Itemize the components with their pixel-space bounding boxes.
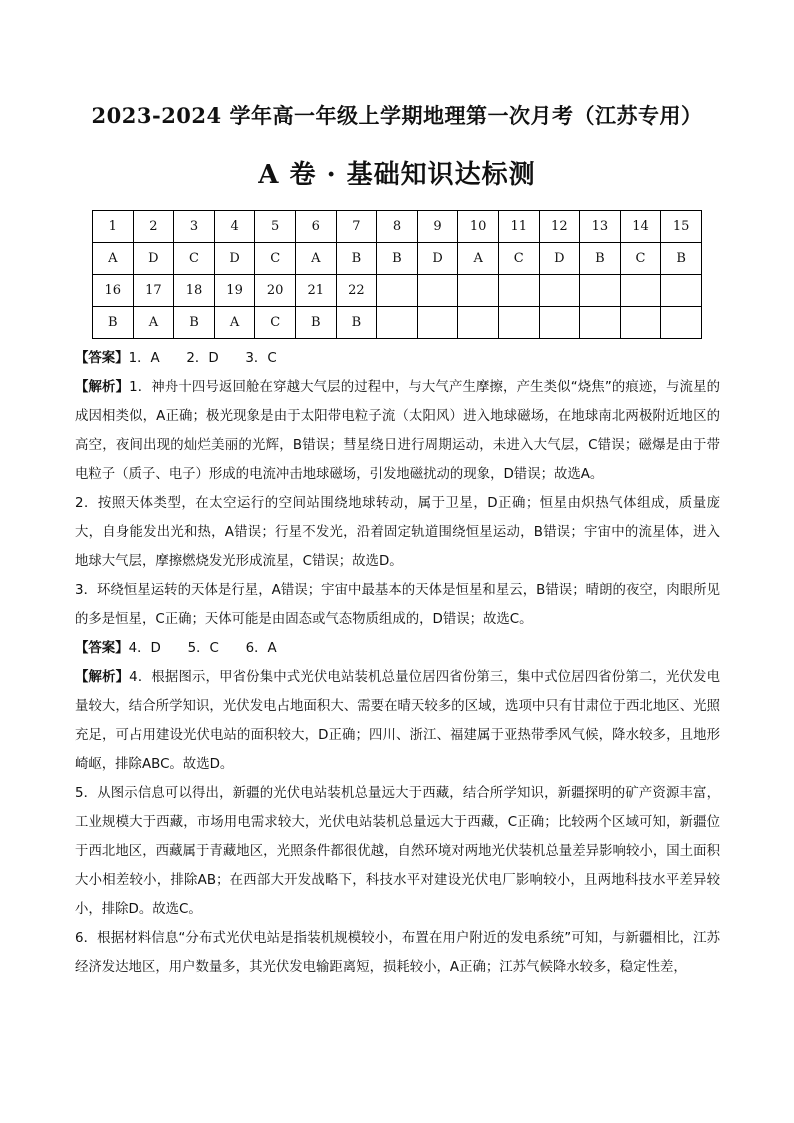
answer-table-cell: C: [498, 243, 539, 275]
answer-table-cell: D: [417, 243, 458, 275]
answer-line-4-6: 【答案】4．D 5．C 6．A: [75, 641, 277, 656]
answer-table-cell: [458, 275, 499, 307]
answer-table-cell: A: [133, 307, 174, 339]
answer-table-cell: 15: [661, 211, 702, 243]
answer-table-cell: A: [295, 243, 336, 275]
answer-table-cell: 4: [214, 211, 255, 243]
answer-table-cell: [377, 275, 418, 307]
answer-table-cell: B: [295, 307, 336, 339]
answer-table-cell: [539, 275, 580, 307]
answer-table-cell: 8: [377, 211, 418, 243]
answer-table-cell: A: [458, 243, 499, 275]
answer-table-cell: C: [174, 243, 215, 275]
answer-table-cell: 20: [255, 275, 296, 307]
answer-table-cell: A: [214, 307, 255, 339]
answer-table-cell: D: [133, 243, 174, 275]
answer-table-cell: 10: [458, 211, 499, 243]
answer-table-cell: B: [580, 243, 621, 275]
answer-table-cell: B: [661, 243, 702, 275]
answer-table-cell: [498, 275, 539, 307]
page-subtitle: A 卷 · 基础知识达标测: [258, 160, 536, 190]
answer-table-cell: C: [620, 243, 661, 275]
answer-table-cell: B: [377, 243, 418, 275]
answer-table-cell: [498, 307, 539, 339]
answer-table-cell: 22: [336, 275, 377, 307]
answer-table: [92, 210, 702, 339]
answer-table-cell: [377, 307, 418, 339]
answer-table-row: [93, 307, 702, 339]
answer-table-cell: B: [336, 243, 377, 275]
answer-table-cell: C: [255, 307, 296, 339]
answer-table-cell: B: [336, 307, 377, 339]
answer-table-cell: 9: [417, 211, 458, 243]
answer-table-cell: 5: [255, 211, 296, 243]
answer-table-cell: [458, 307, 499, 339]
answer-table-cell: 19: [214, 275, 255, 307]
answer-table-row: [93, 211, 702, 243]
answer-table-row: [93, 275, 702, 307]
answer-table-cell: A: [93, 243, 134, 275]
answer-table-cell: [417, 275, 458, 307]
answer-table-cell: 11: [498, 211, 539, 243]
answer-table-cell: 6: [295, 211, 336, 243]
answer-table-cell: 3: [174, 211, 215, 243]
answer-table-cell: [539, 307, 580, 339]
answer-table-row: [93, 243, 702, 275]
answer-table-cell: [620, 275, 661, 307]
analysis-paragraph-5: 5．从图示信息可以得出，新疆的光伏电站装机总量远大于西藏，结合所学知识，新疆探明的矿产资源丰富，工业规模大于西藏，市场用电需求较大，光伏电站装机总量远大于西藏，C正确；比较两个区域可知，新疆位于西北地区，西藏属于青藏地区，光照条件都很优越，自然环境对两地光伏装机总量差异影响较小，国土面积大小相差较小，排除AB；在西部大开发战略下，科技水平对建设光伏电厂影响较小，且两地科技水平差异较小，排除D。故选C。: [75, 786, 720, 917]
answer-table-cell: [661, 275, 702, 307]
analysis-paragraph-6: 6．根据材料信息“分布式光伏电站是指装机规模较小，布置在用户附近的发电系统”可知，与新疆相比，江苏经济发达地区，用户数量多，其光伏发电输距离短，损耗较小，A正确；江苏气候降水较多，稳定性差，: [75, 931, 720, 975]
answer-table-cell: 1: [93, 211, 134, 243]
answer-table-cell: 14: [620, 211, 661, 243]
answer-table-cell: 7: [336, 211, 377, 243]
answer-table-cell: [620, 307, 661, 339]
answer-table-cell: D: [539, 243, 580, 275]
answer-table-cell: B: [174, 307, 215, 339]
answer-table-cell: [580, 275, 621, 307]
answer-table-cell: D: [214, 243, 255, 275]
answer-table-cell: 17: [133, 275, 174, 307]
page-title: 2023-2024 学年高一年级上学期地理第一次月考（江苏专用）: [91, 103, 703, 128]
answer-table-cell: [661, 307, 702, 339]
answer-line-1-3: 【答案】1．A 2．D 3．C: [75, 351, 277, 366]
analysis-paragraph-4: 【解析】4．根据图示，甲省份集中式光伏电站装机总量位居四省份第三，集中式位居四省份第二，光伏发电量较大，结合所学知识，光伏发电占地面积大、需要在晴天较多的区域，选项中只有甘肃位于西北地区、光照充足，可占用建设光伏电站的面积较大，D正确；四川、浙江、福建属于亚热带季风气候，降水较多，且地形崎岖，排除ABC。故选D。: [75, 670, 720, 772]
analysis-paragraph-2: 2．按照天体类型，在太空运行的空间站围绕地球转动，属于卫星，D正确；恒星由炽热气体组成，质量庞大，自身能发出光和热，A错误；行星不发光，沿着固定轨道围绕恒星运动，B错误；宇宙中的流星体，进入地球大气层，摩擦燃烧发光形成流星，C错误；故选D。: [75, 496, 720, 569]
answer-table-cell: B: [93, 307, 134, 339]
analysis-paragraph-3: 3．环绕恒星运转的天体是行星，A错误；宇宙中最基本的天体是恒星和星云，B错误；晴朗的夜空，肉眼所见的多是恒星，C正确；天体可能是由固态或气态物质组成的，D错误；故选C。: [75, 583, 720, 627]
analysis-paragraph-1: 【解析】1．神舟十四号返回舱在穿越大气层的过程中，与大气产生摩擦，产生类似“烧焦”的痕迹，与流星的成因相类似，A正确；极光现象是由于太阳带电粒子流（太阳风）进入地球磁场，在地球南北两极附近地区的高空，夜间出现的灿烂美丽的光辉，B错误；彗星绕日进行周期运动，未进入大气层，C错误；磁爆是由于带电粒子（质子、电子）形成的电流冲击地球磁场，引发地磁扰动的现象，D错误；故选A。: [75, 380, 720, 482]
answer-table-cell: [417, 307, 458, 339]
answer-table-cell: 2: [133, 211, 174, 243]
answer-table-cell: 12: [539, 211, 580, 243]
answer-table-cell: 21: [295, 275, 336, 307]
answer-table-cell: C: [255, 243, 296, 275]
answer-table-cell: 18: [174, 275, 215, 307]
answer-table-cell: [580, 307, 621, 339]
answer-explanations: [75, 344, 720, 982]
answer-table-cell: 16: [93, 275, 134, 307]
answer-table-cell: 13: [580, 211, 621, 243]
